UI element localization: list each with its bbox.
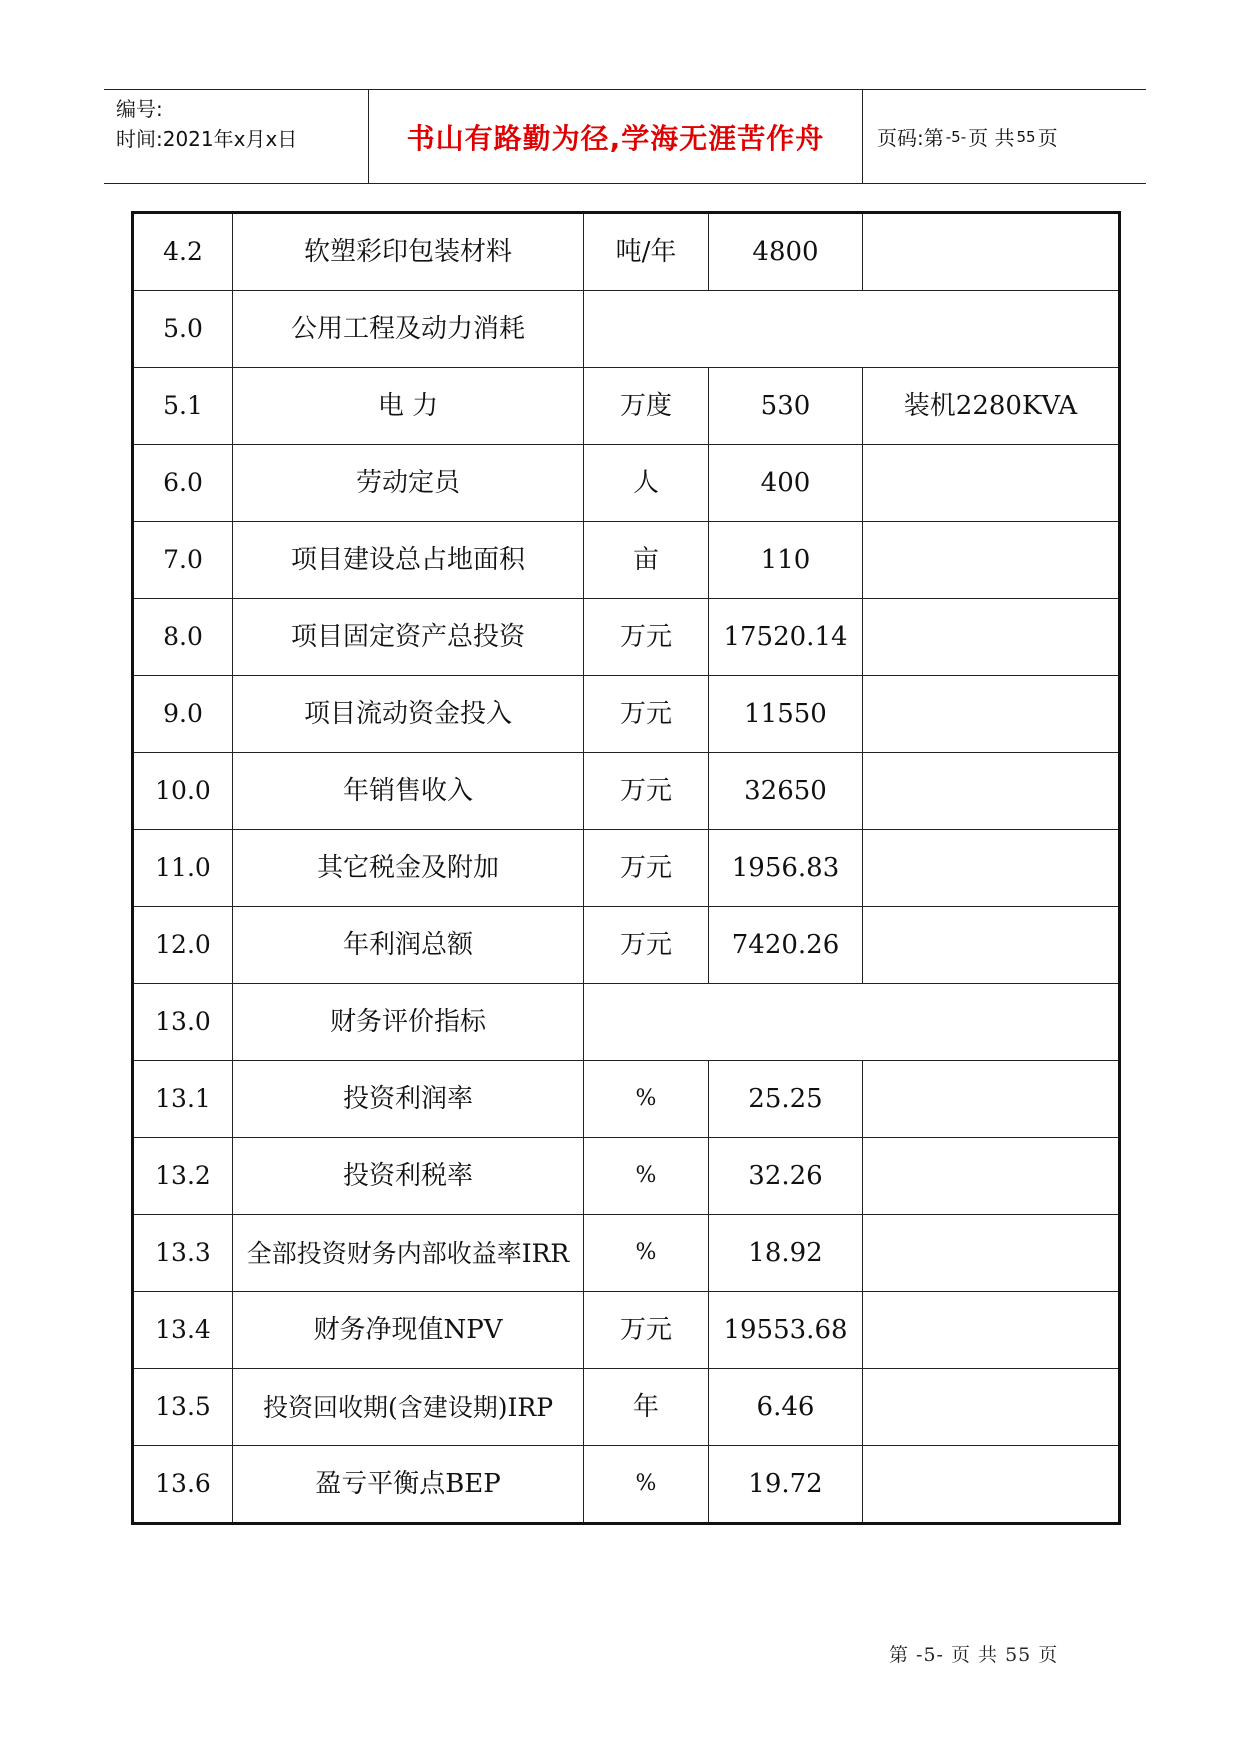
note-cell xyxy=(863,753,1120,830)
value-cell: 32650 xyxy=(709,753,863,830)
note-cell xyxy=(863,599,1120,676)
row-number-cell: 5.1 xyxy=(133,368,233,445)
value-cell: 110 xyxy=(709,522,863,599)
note-cell xyxy=(863,213,1120,291)
row-number-cell: 13.5 xyxy=(133,1369,233,1446)
unit-cell: 人 xyxy=(584,445,709,522)
value-cell: 11550 xyxy=(709,676,863,753)
page-total: 55 xyxy=(1016,127,1036,146)
item-name-cell: 年销售收入 xyxy=(233,753,584,830)
page-suffix: 页 共 xyxy=(968,126,1015,150)
row-number-cell: 13.3 xyxy=(133,1215,233,1292)
row-number-cell: 11.0 xyxy=(133,830,233,907)
table-row xyxy=(133,907,1120,984)
header-motto: 书山有路勤为径,学海无涯苦作舟 xyxy=(369,90,863,183)
table-row xyxy=(133,830,1120,907)
item-name-cell: 其它税金及附加 xyxy=(233,830,584,907)
item-name-cell: 软塑彩印包装材料 xyxy=(233,213,584,291)
item-name-cell: 投资利税率 xyxy=(233,1138,584,1215)
page-footer: 第 -5- 页 共 55 页 xyxy=(889,1644,1059,1666)
unit-cell: 万元 xyxy=(584,753,709,830)
table-row xyxy=(133,213,1120,291)
unit-cell: 万度 xyxy=(584,368,709,445)
note-cell xyxy=(863,676,1120,753)
indicator-table-body xyxy=(133,213,1120,1524)
unit-cell: 吨/年 xyxy=(584,213,709,291)
note-cell xyxy=(863,830,1120,907)
row-number-cell: 8.0 xyxy=(133,599,233,676)
unit-cell: % xyxy=(584,1215,709,1292)
header-page-number xyxy=(863,90,1146,183)
row-number-cell: 12.0 xyxy=(133,907,233,984)
value-cell: 17520.14 xyxy=(709,599,863,676)
item-name-cell: 全部投资财务内部收益率IRR xyxy=(233,1215,584,1292)
table-row xyxy=(133,1292,1120,1369)
row-number-cell: 10.0 xyxy=(133,753,233,830)
value-cell: 32.26 xyxy=(709,1138,863,1215)
value-cell: 1956.83 xyxy=(709,830,863,907)
item-name-cell: 项目固定资产总投资 xyxy=(233,599,584,676)
item-name-cell: 项目流动资金投入 xyxy=(233,676,584,753)
unit-cell: % xyxy=(584,1061,709,1138)
table-row xyxy=(133,1215,1120,1292)
table-row xyxy=(133,676,1120,753)
row-number-cell: 7.0 xyxy=(133,522,233,599)
serial-label: 编号: xyxy=(116,97,163,121)
value-cell: 25.25 xyxy=(709,1061,863,1138)
item-name-cell: 项目建设总占地面积 xyxy=(233,522,584,599)
unit-cell: 万元 xyxy=(584,907,709,984)
note-cell xyxy=(863,1215,1120,1292)
item-name-cell: 盈亏平衡点BEP xyxy=(233,1446,584,1524)
note-cell xyxy=(863,522,1120,599)
row-number-cell: 13.2 xyxy=(133,1138,233,1215)
indicator-table xyxy=(131,211,1121,1525)
unit-cell: 亩 xyxy=(584,522,709,599)
item-name-cell: 投资利润率 xyxy=(233,1061,584,1138)
unit-cell: 万元 xyxy=(584,830,709,907)
note-cell xyxy=(863,1061,1120,1138)
table-row xyxy=(133,291,1120,368)
unit-cell: 万元 xyxy=(584,1292,709,1369)
value-cell: 19.72 xyxy=(709,1446,863,1524)
row-number-cell: 13.1 xyxy=(133,1061,233,1138)
row-number-cell: 6.0 xyxy=(133,445,233,522)
unit-cell: % xyxy=(584,1138,709,1215)
row-number-cell: 4.2 xyxy=(133,213,233,291)
row-number-cell: 5.0 xyxy=(133,291,233,368)
table-row xyxy=(133,368,1120,445)
value-cell: 18.92 xyxy=(709,1215,863,1292)
value-cell: 6.46 xyxy=(709,1369,863,1446)
row-number-cell: 13.6 xyxy=(133,1446,233,1524)
value-cell: 7420.26 xyxy=(709,907,863,984)
value-cell: 4800 xyxy=(709,213,863,291)
note-cell xyxy=(863,1446,1120,1524)
item-name-cell: 年利润总额 xyxy=(233,907,584,984)
table-row xyxy=(133,522,1120,599)
header-meta xyxy=(104,90,369,183)
merged-empty-cell xyxy=(584,291,1120,368)
value-cell: 400 xyxy=(709,445,863,522)
note-cell xyxy=(863,1369,1120,1446)
item-name-cell: 财务评价指标 xyxy=(233,984,584,1061)
row-number-cell: 9.0 xyxy=(133,676,233,753)
item-name-cell: 财务净现值NPV xyxy=(233,1292,584,1369)
item-name-cell: 劳动定员 xyxy=(233,445,584,522)
item-name-cell: 电 力 xyxy=(233,368,584,445)
unit-cell: % xyxy=(584,1446,709,1524)
table-row xyxy=(133,1369,1120,1446)
table-row xyxy=(133,1138,1120,1215)
unit-cell: 年 xyxy=(584,1369,709,1446)
time-label: 时间:2021年x月x日 xyxy=(116,127,298,151)
table-row xyxy=(133,445,1120,522)
value-cell: 530 xyxy=(709,368,863,445)
table-row xyxy=(133,1061,1120,1138)
table-row xyxy=(133,984,1120,1061)
page-header xyxy=(104,89,1146,184)
note-cell: 装机2280KVA xyxy=(863,368,1120,445)
table-row xyxy=(133,753,1120,830)
value-cell: 19553.68 xyxy=(709,1292,863,1369)
unit-cell: 万元 xyxy=(584,676,709,753)
item-name-cell: 投资回收期(含建设期)IRP xyxy=(233,1369,584,1446)
note-cell xyxy=(863,1292,1120,1369)
page-prefix: 页码:第 xyxy=(877,126,944,150)
merged-empty-cell xyxy=(584,984,1120,1061)
table-row xyxy=(133,1446,1120,1524)
row-number-cell: 13.4 xyxy=(133,1292,233,1369)
note-cell xyxy=(863,907,1120,984)
item-name-cell: 公用工程及动力消耗 xyxy=(233,291,584,368)
table-row xyxy=(133,599,1120,676)
note-cell xyxy=(863,1138,1120,1215)
page-current: -5- xyxy=(945,127,967,146)
note-cell xyxy=(863,445,1120,522)
row-number-cell: 13.0 xyxy=(133,984,233,1061)
unit-cell: 万元 xyxy=(584,599,709,676)
page-end: 页 xyxy=(1037,126,1058,150)
